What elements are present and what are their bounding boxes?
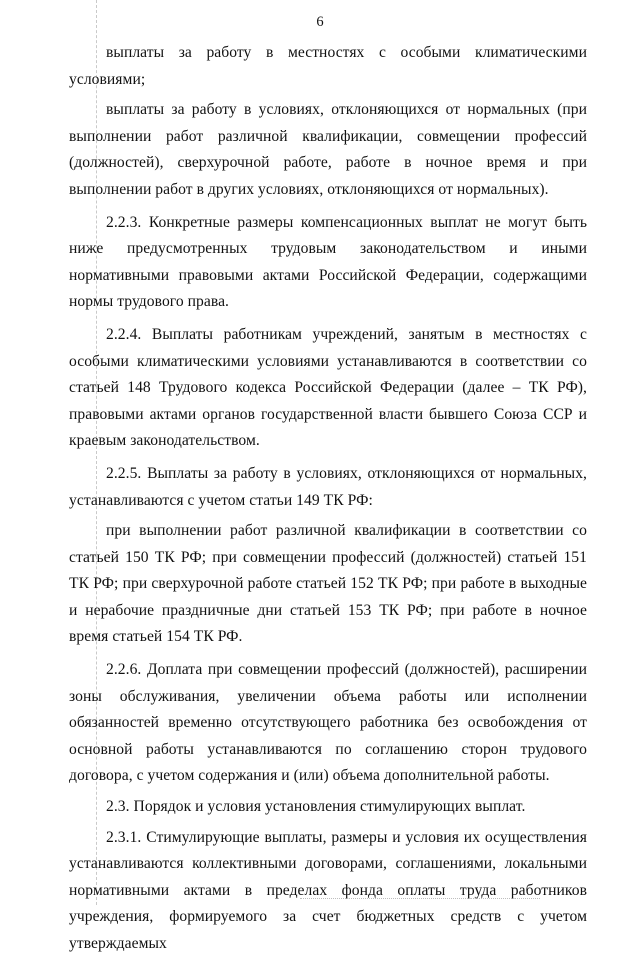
scan-footer-artifact [300, 898, 540, 899]
paragraph-2-3: 2.3. Порядок и условия установления стимулирующих выплат. [106, 798, 526, 816]
paragraph-2-3-1: 2.3.1. Стимулирующие выплаты, размеры и условия их осуществления устанавливаются коллективными договорами, соглашениями, локальными нормативными актами в пределах фонда оплаты труда работников учреждения, формируемого за счет бюджетных средств с учетом утверждаемых [69, 828, 587, 952]
paragraph-climatic-payments: выплаты за работу в местностях с особыми климатическими условиями; [69, 44, 587, 88]
page-number: 6 [316, 14, 324, 30]
paragraph-2-2-5: 2.2.5. Выплаты за работу в условиях, отклоняющихся от нормальных, устанавливаются с учетом статьи 149 ТК РФ: [69, 464, 587, 509]
paragraph-2-2-3: 2.2.3. Конкретные размеры компенсационных выплат не могут быть ниже предусмотренных трудовым законодательством и иными нормативными правовыми актами Российской Федерации, содержащими нормы трудового права. [69, 213, 587, 311]
paragraph-labor-code-articles: при выполнении работ различной квалификации в соответствии со статьей 150 ТК РФ; при совмещении профессий (должностей) статьей 151 ТК РФ; при сверхурочной работе статьей 152 ТК РФ; при работе в выходные и нерабочие праздничные дни статьей 153 ТК РФ; при работе в ночное время статьей 154 ТК РФ. [69, 522, 587, 646]
paragraph-2-2-6: 2.2.6. Доплата при совмещении профессий (должностей), расширении зоны обслуживания, увеличении объема работы или исполнении обязанностей временно отсутствующего работника без освобождения от основной работы устанавливаются по соглашению сторон трудового договора, с учетом содержания и (или) объема дополнительной работы. [69, 661, 587, 785]
paragraph-2-2-4: 2.2.4. Выплаты работникам учреждений, занятым в местностях с особыми климатическими условиями устанавливаются в соответствии со статьей 148 Трудового кодекса Российской Федерации (далее – ТК РФ), правовыми актами органов государственной власти бывшего Союза ССР и краевым законодательством. [69, 325, 587, 450]
document-body [69, 40, 587, 962]
paragraph-deviating-conditions: выплаты за работу в условиях, отклоняющихся от нормальных (при выполнении работ различной квалификации, совмещении профессий (должностей), сверхурочной работе, работе в ночное время и при выполнении работ в других условиях, отклоняющихся от нормальных). [69, 101, 587, 198]
